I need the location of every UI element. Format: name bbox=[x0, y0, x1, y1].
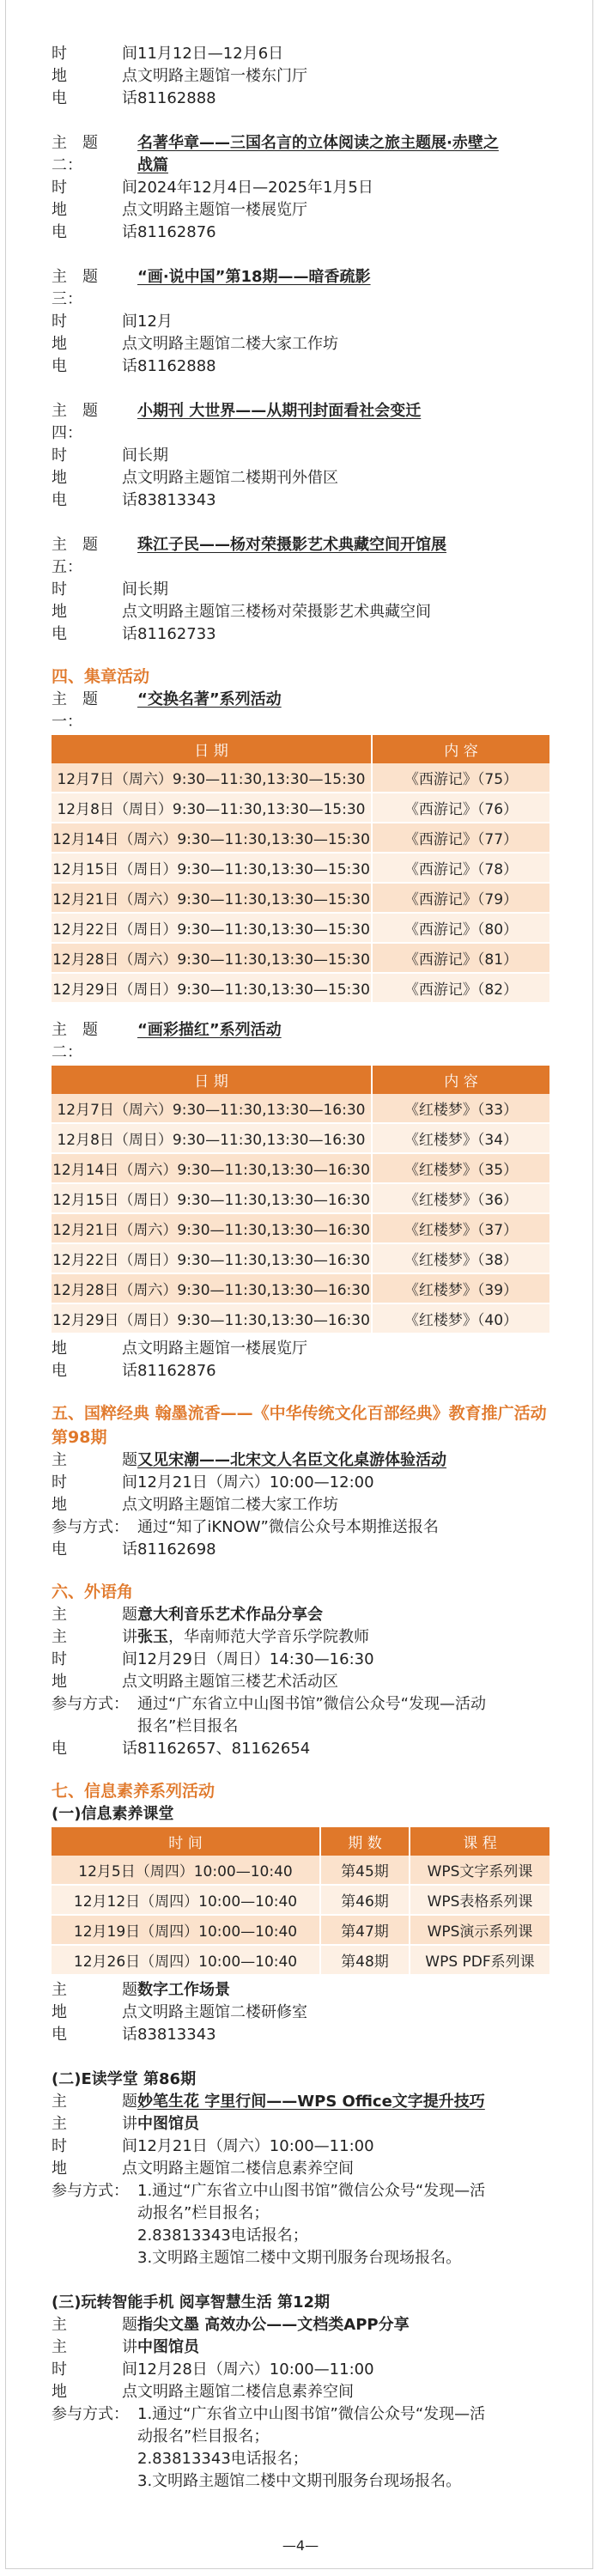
exhibit-title: 名著华章——三国名言的立体阅读之旅主题展·赤壁之 bbox=[137, 134, 499, 152]
section7-p2-place-row: 地 点 文明路主题馆二楼信息素养空间 bbox=[52, 2160, 354, 2178]
coloring-table-row bbox=[52, 1303, 549, 1334]
section6-time-row: 时 间 12月29日（周日）14:30—16:30 bbox=[52, 1650, 374, 1668]
section4-place-row: 地 点 文明路主题馆一楼展览厅 bbox=[52, 1340, 307, 1358]
exhibit-phone-row: 电 话 81162888 bbox=[52, 357, 216, 375]
table-cell: 第46期 bbox=[320, 1885, 410, 1915]
table-cell: 12月15日（周日）9:30—11:30,13:30—16:30 bbox=[52, 1183, 372, 1213]
table-cell: 12月8日（周日）9:30—11:30,13:30—15:30 bbox=[52, 793, 372, 823]
section7-part3-title: (三)玩转智能手机 阅享智慧生活 第12期 bbox=[52, 2293, 331, 2312]
exhibit-time-row: 时 间 长期 bbox=[52, 580, 168, 598]
section7-part1-title: (一)信息素养课堂 bbox=[52, 1805, 174, 1823]
section7-p1-place-row: 地 点 文明路主题馆二楼研修室 bbox=[52, 2003, 307, 2021]
exhibit-theme-row: 主 题 三： “画·说中国”第18期——暗香疏影 bbox=[52, 266, 549, 311]
section7-p1-theme-row: 主 题 数字工作场景 bbox=[52, 1981, 230, 1999]
section4-phone-row: 电 话 81162876 bbox=[52, 1362, 216, 1380]
exhibit-place-row: 地 点 文明路主题馆二楼期刊外借区 bbox=[52, 469, 338, 487]
table-cell: WPS PDF系列课 bbox=[410, 1945, 549, 1975]
exhibit-phone-row: 电 话 81162876 bbox=[52, 223, 216, 241]
exchange-table-header-date: 日 期 bbox=[52, 735, 372, 763]
coloring-table-row bbox=[52, 1153, 549, 1183]
table-cell: 《红楼梦》（39） bbox=[372, 1273, 549, 1303]
table-cell: 《红楼梦》（36） bbox=[372, 1183, 549, 1213]
section5-theme-row: 主 题 又见宋潮——北宋文人名臣文化桌游体验活动 bbox=[52, 1449, 549, 1472]
table-cell: 《西游记》（82） bbox=[372, 973, 549, 1003]
table-cell: 12月21日（周六）9:30—11:30,13:30—15:30 bbox=[52, 883, 372, 913]
section7-p3-method-row: 参与方式： 1.通过“广东省立中山图书馆”微信公众号“发现—活 动报名”栏目报名； 2.83813343电话报名； 3.文明路主题馆二楼中文期刊服务台现场报名。 bbox=[52, 2405, 486, 2490]
exhibit-theme-row: 主 题 二： 名著华章——三国名言的立体阅读之旅主题展·赤壁之 战篇 bbox=[52, 132, 549, 177]
top-place-row: 地 点 文明路主题馆一楼东门厅 bbox=[52, 65, 549, 88]
coloring-table-header-date: 日 期 bbox=[52, 1066, 372, 1094]
table-cell: 《红楼梦》（34） bbox=[372, 1123, 549, 1153]
exchange-table-row bbox=[52, 883, 549, 913]
section7-p3-place-row: 地 点 文明路主题馆二楼信息素养空间 bbox=[52, 2383, 354, 2401]
table-cell: 《西游记》（81） bbox=[372, 943, 549, 973]
coloring-table-row bbox=[52, 1243, 549, 1273]
exhibit-theme-row: 主 题 五： 珠江子民——杨对荣摄影艺术典藏空间开馆展 bbox=[52, 534, 549, 579]
coloring-table-body bbox=[52, 1094, 549, 1334]
table-cell: 《红楼梦》（37） bbox=[372, 1213, 549, 1243]
table-cell: 《红楼梦》（33） bbox=[372, 1094, 549, 1123]
table-cell: 《西游记》（80） bbox=[372, 913, 549, 943]
exhibit-place-row: 地 点 文明路主题馆三楼杨对荣摄影艺术典藏空间 bbox=[52, 603, 431, 621]
table-cell: WPS表格系列课 bbox=[410, 1885, 549, 1915]
section6-method-row: 参与方式： 通过“广东省立中山图书馆”微信公众号“发现—活动 报名”栏目报名 bbox=[52, 1695, 486, 1735]
info-literacy-table bbox=[52, 1827, 549, 1976]
info-literacy-table-row bbox=[52, 1856, 549, 1885]
section7-p3-theme-row: 主 题 指尖文墨 高效办公——文档类APP分享 bbox=[52, 2316, 410, 2334]
coloring-table-header-content: 内 容 bbox=[372, 1066, 549, 1094]
info-literacy-table-body bbox=[52, 1856, 549, 1975]
table-cell: 12月22日（周日）9:30—11:30,13:30—15:30 bbox=[52, 913, 372, 943]
section5-place-row: 地 点 文明路主题馆二楼大家工作坊 bbox=[52, 1496, 338, 1514]
exhibit-time-row: 时 间 12月 bbox=[52, 313, 173, 331]
table-cell: 12月29日（周日）9:30—11:30,13:30—15:30 bbox=[52, 973, 372, 1003]
table-cell: 第47期 bbox=[320, 1915, 410, 1945]
section4-title: 四、集章活动 bbox=[52, 667, 150, 686]
exchange-table-row bbox=[52, 943, 549, 973]
table-cell: 《红楼梦》（35） bbox=[372, 1153, 549, 1183]
table-cell: 《西游记》（77） bbox=[372, 823, 549, 853]
table-cell: 12月7日（周六）9:30—11:30,13:30—16:30 bbox=[52, 1094, 372, 1123]
table-cell: 《西游记》（76） bbox=[372, 793, 549, 823]
table-cell: 12月29日（周日）9:30—11:30,13:30—16:30 bbox=[52, 1303, 372, 1334]
exhibit-title: 小期刊 大世界——从期刊封面看社会变迁 bbox=[137, 402, 422, 420]
table-cell: 12月14日（周六）9:30—11:30,13:30—16:30 bbox=[52, 1153, 372, 1183]
exhibits-list bbox=[52, 110, 549, 658]
table-cell: 12月21日（周六）9:30—11:30,13:30—16:30 bbox=[52, 1213, 372, 1243]
exchange-table-body bbox=[52, 763, 549, 1003]
section7-p2-time-row: 时 间 12月21日（周六）10:00—11:00 bbox=[52, 2137, 374, 2155]
section7-p2-method-row: 参与方式： 1.通过“广东省立中山图书馆”微信公众号“发现—活 动报名”栏目报名； 2.83813343电话报名； 3.文明路主题馆二楼中文期刊服务台现场报名。 bbox=[52, 2182, 486, 2267]
section7-p2-speaker-row: 主 讲 中图馆员 bbox=[52, 2115, 199, 2133]
exchange-table-row bbox=[52, 853, 549, 883]
coloring-table-row bbox=[52, 1273, 549, 1303]
section4-theme1-title: “交换名著”系列活动 bbox=[137, 690, 282, 708]
exchange-table-row bbox=[52, 973, 549, 1003]
page-content bbox=[52, 43, 549, 2493]
info-literacy-table-row bbox=[52, 1915, 549, 1945]
table-cell: 《西游记》（75） bbox=[372, 763, 549, 793]
table-cell: 《红楼梦》（38） bbox=[372, 1243, 549, 1273]
exhibit-time-row: 时 间 2024年12月4日—2025年1月5日 bbox=[52, 179, 373, 197]
coloring-table bbox=[52, 1066, 549, 1334]
exhibit-theme-row: 主 题 四： 小期刊 大世界——从期刊封面看社会变迁 bbox=[52, 400, 549, 445]
exhibit-phone-row: 电 话 83813343 bbox=[52, 491, 216, 509]
table-cell: 12月15日（周日）9:30—11:30,13:30—15:30 bbox=[52, 853, 372, 883]
section6-title: 六、外语角 bbox=[52, 1583, 134, 1601]
table-cell: 《西游记》（78） bbox=[372, 853, 549, 883]
table-cell: 第48期 bbox=[320, 1945, 410, 1975]
section5-theme: 又见宋潮——北宋文人名臣文化桌游体验活动 bbox=[137, 1451, 446, 1469]
exchange-table-row bbox=[52, 823, 549, 853]
section5-time-row: 时 间 12月21日（周六）10:00—12:00 bbox=[52, 1473, 374, 1492]
section7-p2-theme-row: 主 题 妙笔生花 字里行间——WPS Office文字提升技巧 bbox=[52, 2093, 485, 2111]
table-cell: 12月22日（周日）9:30—11:30,13:30—16:30 bbox=[52, 1243, 372, 1273]
top-place-value: 文明路主题馆一楼东门厅 bbox=[137, 67, 307, 85]
exchange-table-header-content: 内 容 bbox=[372, 735, 549, 763]
section5-title-cont: 第98期 bbox=[52, 1428, 107, 1447]
section6-speaker-row: 主 讲 张玉，华南师范大学音乐学院教师 bbox=[52, 1628, 369, 1646]
top-phone-value: 81162888 bbox=[137, 89, 216, 107]
table-cell: 12月5日（周四）10:00—10:40 bbox=[52, 1856, 320, 1885]
table-cell: 12月12日（周四）10:00—10:40 bbox=[52, 1885, 320, 1915]
section7-p3-time-row: 时 间 12月28日（周六）10:00—11:00 bbox=[52, 2360, 374, 2379]
table-cell: WPS演示系列课 bbox=[410, 1915, 549, 1945]
top-time-value: 11月12日—12月6日 bbox=[137, 45, 284, 63]
section7-p3-speaker-row: 主 讲 中图馆员 bbox=[52, 2338, 199, 2356]
section4-theme2: 主 题 二： “画彩描红”系列活动 bbox=[52, 1019, 549, 1064]
info-literacy-table-row bbox=[52, 1945, 549, 1975]
exchange-table-row bbox=[52, 913, 549, 943]
top-phone-row: 电 话 81162888 bbox=[52, 88, 549, 110]
section5-method-row: 参与方式： 通过“知了iKNOW”微信公众号本期推送报名 bbox=[52, 1518, 439, 1536]
table-cell: 《西游记》（79） bbox=[372, 883, 549, 913]
table-cell: 12月7日（周六）9:30—11:30,13:30—15:30 bbox=[52, 763, 372, 793]
section5-phone-row: 电 话 81162698 bbox=[52, 1540, 216, 1558]
section7-title: 七、信息素养系列活动 bbox=[52, 1782, 216, 1801]
coloring-table-row bbox=[52, 1183, 549, 1213]
section4-theme1: 主 题 一： “交换名著”系列活动 bbox=[52, 689, 549, 733]
coloring-table-row bbox=[52, 1123, 549, 1153]
info-table-header-issue: 期 数 bbox=[320, 1827, 410, 1856]
section5-title: 五、国粹经典 翰墨流香——《中华传统文化百部经典》教育推广活动 bbox=[52, 1404, 547, 1423]
coloring-table-row bbox=[52, 1213, 549, 1243]
info-table-header-course: 课 程 bbox=[410, 1827, 549, 1856]
table-cell: WPS文字系列课 bbox=[410, 1856, 549, 1885]
exhibit-title: “画·说中国”第18期——暗香疏影 bbox=[137, 268, 371, 286]
table-cell: 12月26日（周四）10:00—10:40 bbox=[52, 1945, 320, 1975]
page-number: —4— bbox=[282, 2537, 319, 2554]
section6-theme-row: 主 题 意大利音乐艺术作品分享会 bbox=[52, 1606, 323, 1624]
table-cell: 12月28日（周六）9:30—11:30,13:30—15:30 bbox=[52, 943, 372, 973]
table-cell: 12月8日（周日）9:30—11:30,13:30—16:30 bbox=[52, 1123, 372, 1153]
section6-phone-row: 电 话 81162657、81162654 bbox=[52, 1740, 311, 1758]
exhibit-title: 珠江子民——杨对荣摄影艺术典藏空间开馆展 bbox=[137, 536, 446, 554]
info-table-header-time: 时 间 bbox=[52, 1827, 320, 1856]
coloring-table-row bbox=[52, 1094, 549, 1123]
section7-part2-title: (二)E读学堂 第86期 bbox=[52, 2070, 197, 2088]
exhibit-place-row: 地 点 文明路主题馆一楼展览厅 bbox=[52, 201, 307, 219]
exchange-table-row bbox=[52, 763, 549, 793]
exhibit-place-row: 地 点 文明路主题馆二楼大家工作坊 bbox=[52, 335, 338, 353]
section7-p1-phone-row: 电 话 83813343 bbox=[52, 2026, 216, 2044]
exhibit-title-cont: 战篇 bbox=[137, 156, 168, 174]
section6-place-row: 地 点 文明路主题馆三楼艺术活动区 bbox=[52, 1673, 338, 1691]
exchange-table-row bbox=[52, 793, 549, 823]
table-cell: 《红楼梦》（40） bbox=[372, 1303, 549, 1334]
exchange-table bbox=[52, 735, 549, 1004]
exhibit-time-row: 时 间 长期 bbox=[52, 447, 168, 465]
section4-theme2-title: “画彩描红”系列活动 bbox=[137, 1021, 282, 1039]
table-cell: 12月28日（周六）9:30—11:30,13:30—16:30 bbox=[52, 1273, 372, 1303]
top-time-row: 时 间 11月12日—12月6日 bbox=[52, 43, 549, 65]
table-cell: 12月14日（周六）9:30—11:30,13:30—15:30 bbox=[52, 823, 372, 853]
exhibit-phone-row: 电 话 81162733 bbox=[52, 625, 216, 643]
table-cell: 第45期 bbox=[320, 1856, 410, 1885]
info-literacy-table-row bbox=[52, 1885, 549, 1915]
table-cell: 12月19日（周四）10:00—10:40 bbox=[52, 1915, 320, 1945]
